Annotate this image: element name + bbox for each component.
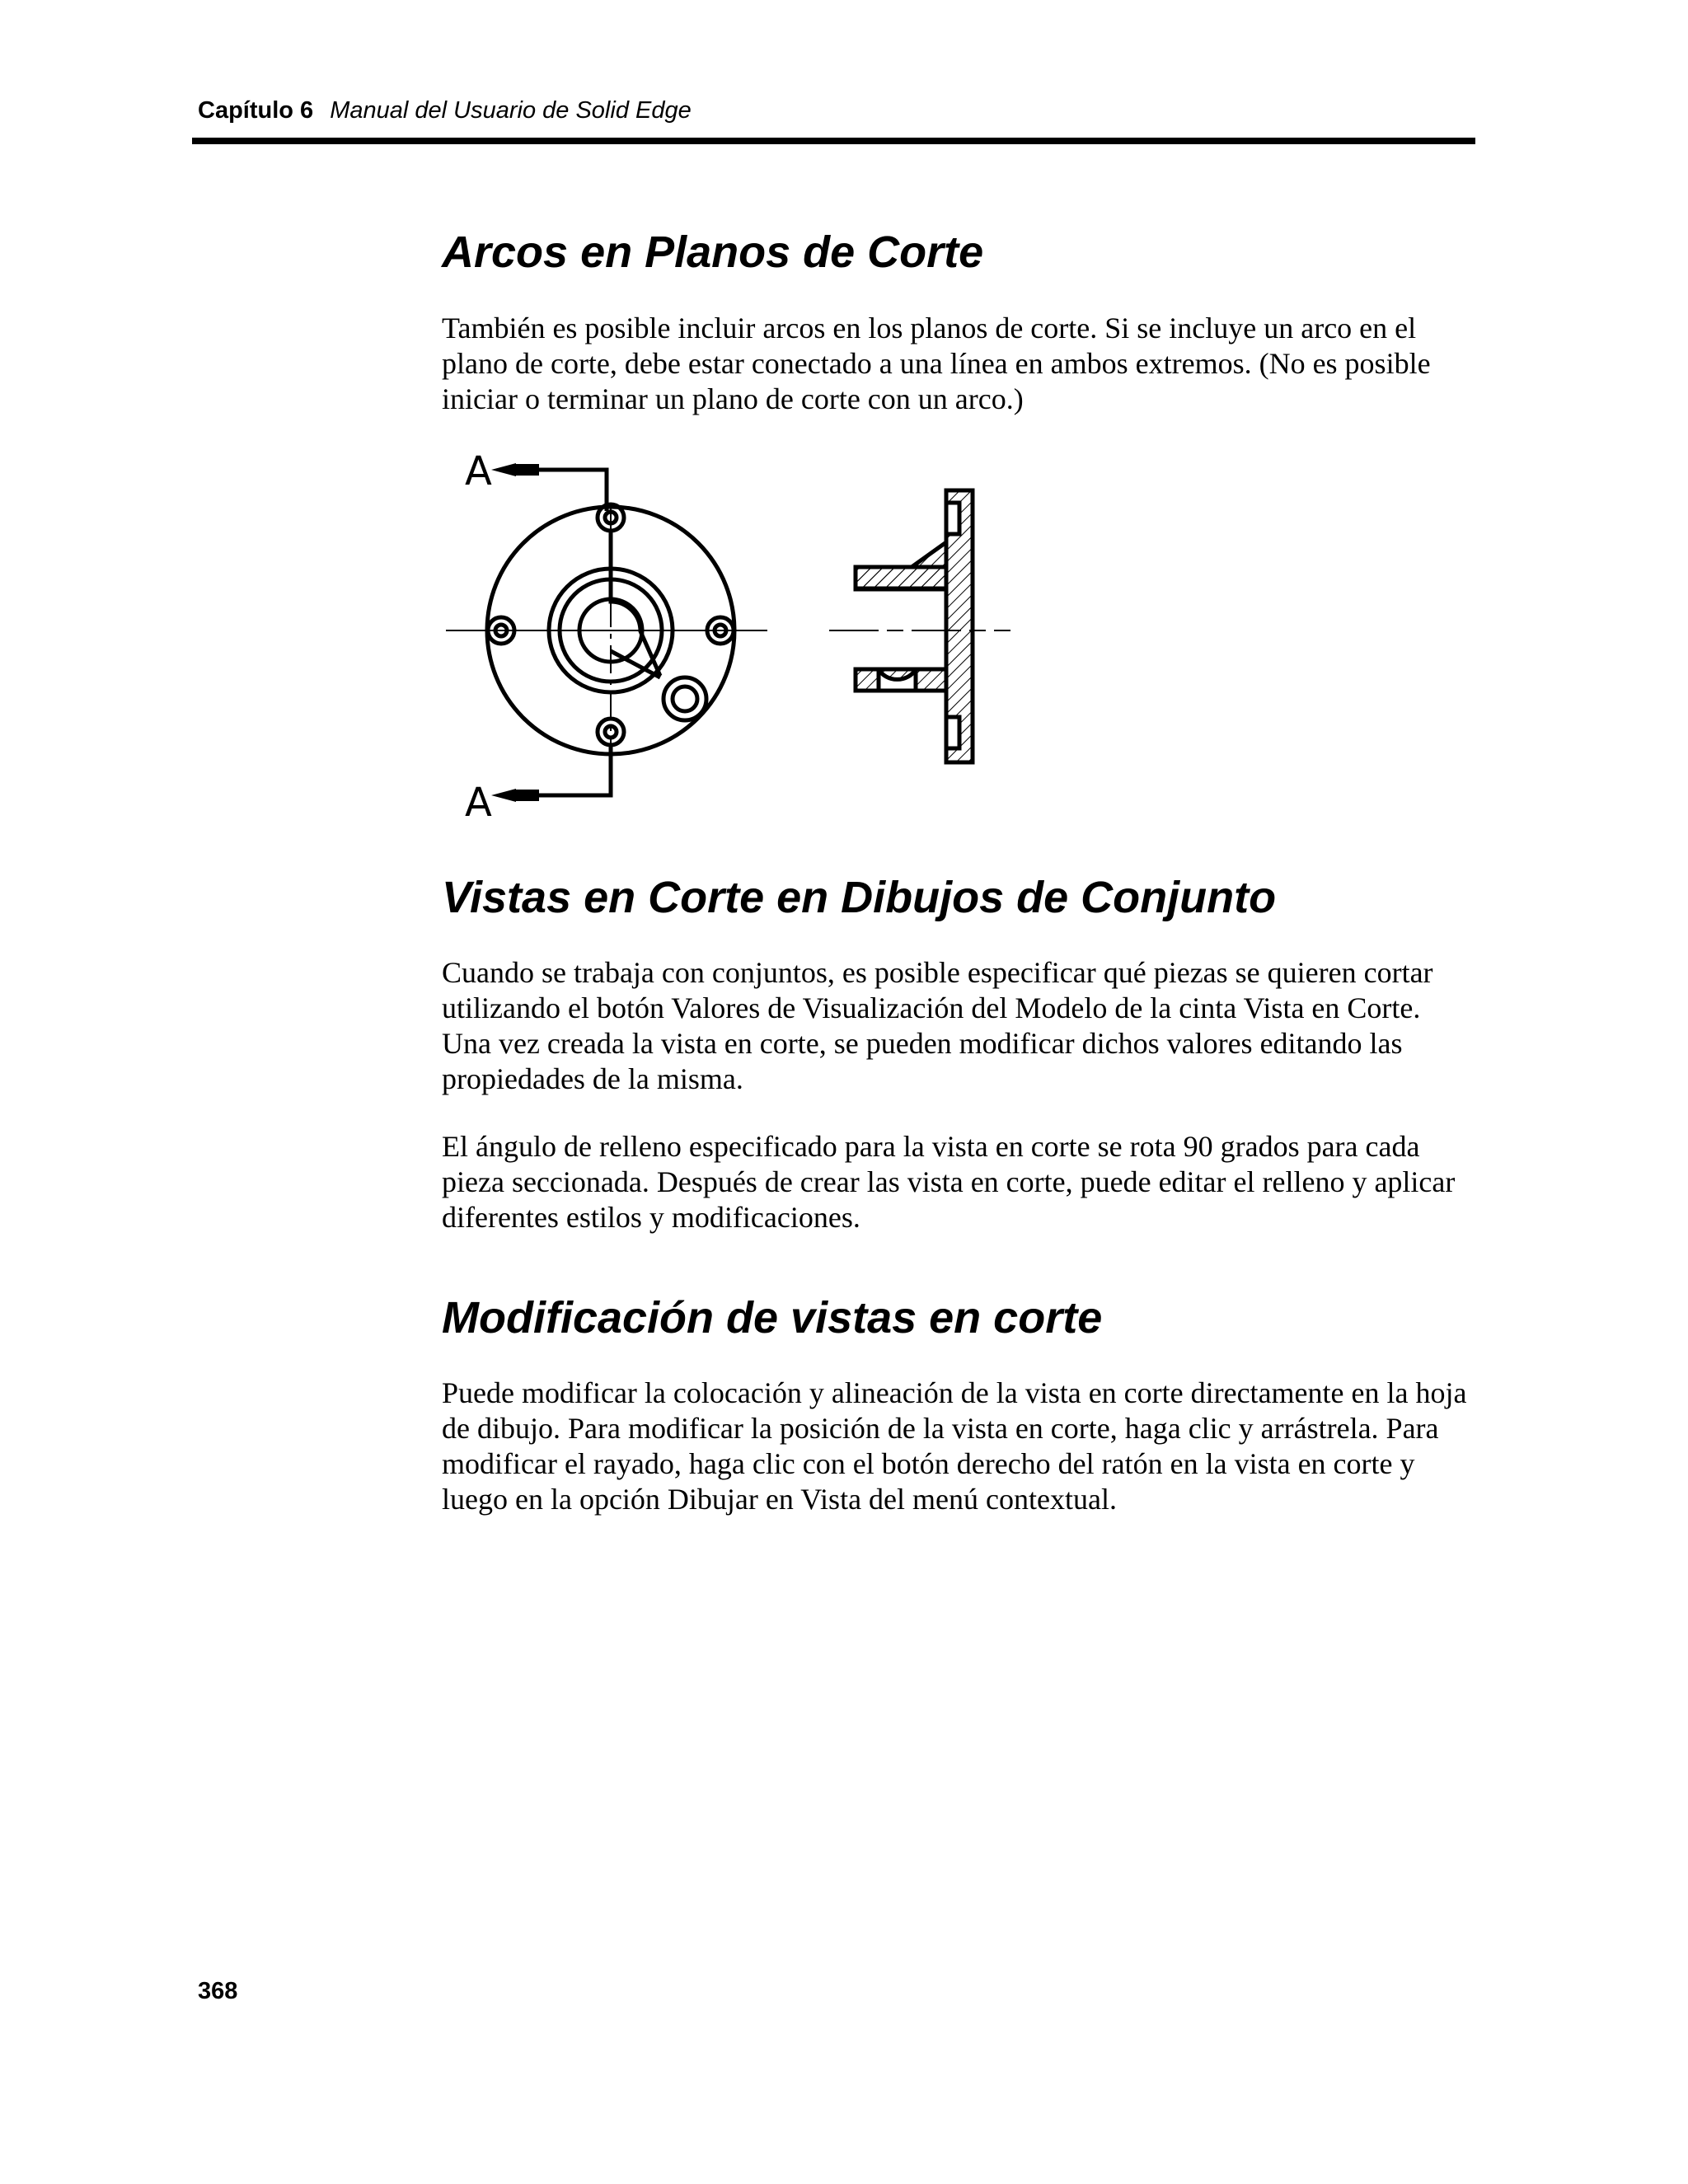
section-heading-modificacion: Modificación de vistas en corte	[442, 1293, 1103, 1343]
paragraph-modificacion: Puede modificar la colocación y alineación de la vista en corte directamente en la hoja de dibujo. Para modificar la posición de la vista en corte, haga clic y arrástrela. Para modificar el rayado, haga clic con el botón derecho del ratón en la vista en corte y luego en la opción Dibujar en Vista del menú contextual.	[442, 1376, 1467, 1516]
section-heading-arcos: Arcos en Planos de Corte	[442, 227, 984, 277]
section-heading-conjunto: Vistas en Corte en Dibujos de Conjunto	[442, 873, 1277, 922]
chapter-label: Capítulo 6	[198, 97, 314, 124]
section-label-top: A	[465, 448, 492, 494]
paragraph-conjunto-1: Cuando se trabaja con conjuntos, es posible especificar qué piezas se quieren cortar utilizando el botón Valores de Visualización del Modelo de la cinta Vista en Corte. Una vez creada la vista en corte, se pueden modificar dichos valores editando las propiedades de la misma.	[442, 956, 1433, 1095]
running-head	[198, 97, 692, 124]
section-label-bottom: A	[465, 780, 492, 824]
page-number: 368	[198, 1978, 238, 2004]
section-view	[856, 490, 973, 762]
offset-hole	[663, 677, 706, 720]
paragraph-conjunto-2: El ángulo de relleno especificado para la vista en corte se rota 90 grados para cada pieza seccionada. Después de crear las vista en corte, puede editar el relleno y aplicar diferentes estilos y modificaciones.	[442, 1130, 1456, 1234]
paragraph-arcos: También es posible incluir arcos en los planos de corte. Si se incluye un arco en el plano de corte, debe estar conectado a una línea en ambos extremos. (No es posible iniciar o terminar un plano de corte con un arco.)	[442, 312, 1431, 415]
section-view-figure	[442, 437, 1019, 824]
figure-drawing	[442, 437, 1019, 824]
book-title: Manual del Usuario de Solid Edge	[330, 97, 692, 124]
header-rule	[192, 138, 1475, 144]
